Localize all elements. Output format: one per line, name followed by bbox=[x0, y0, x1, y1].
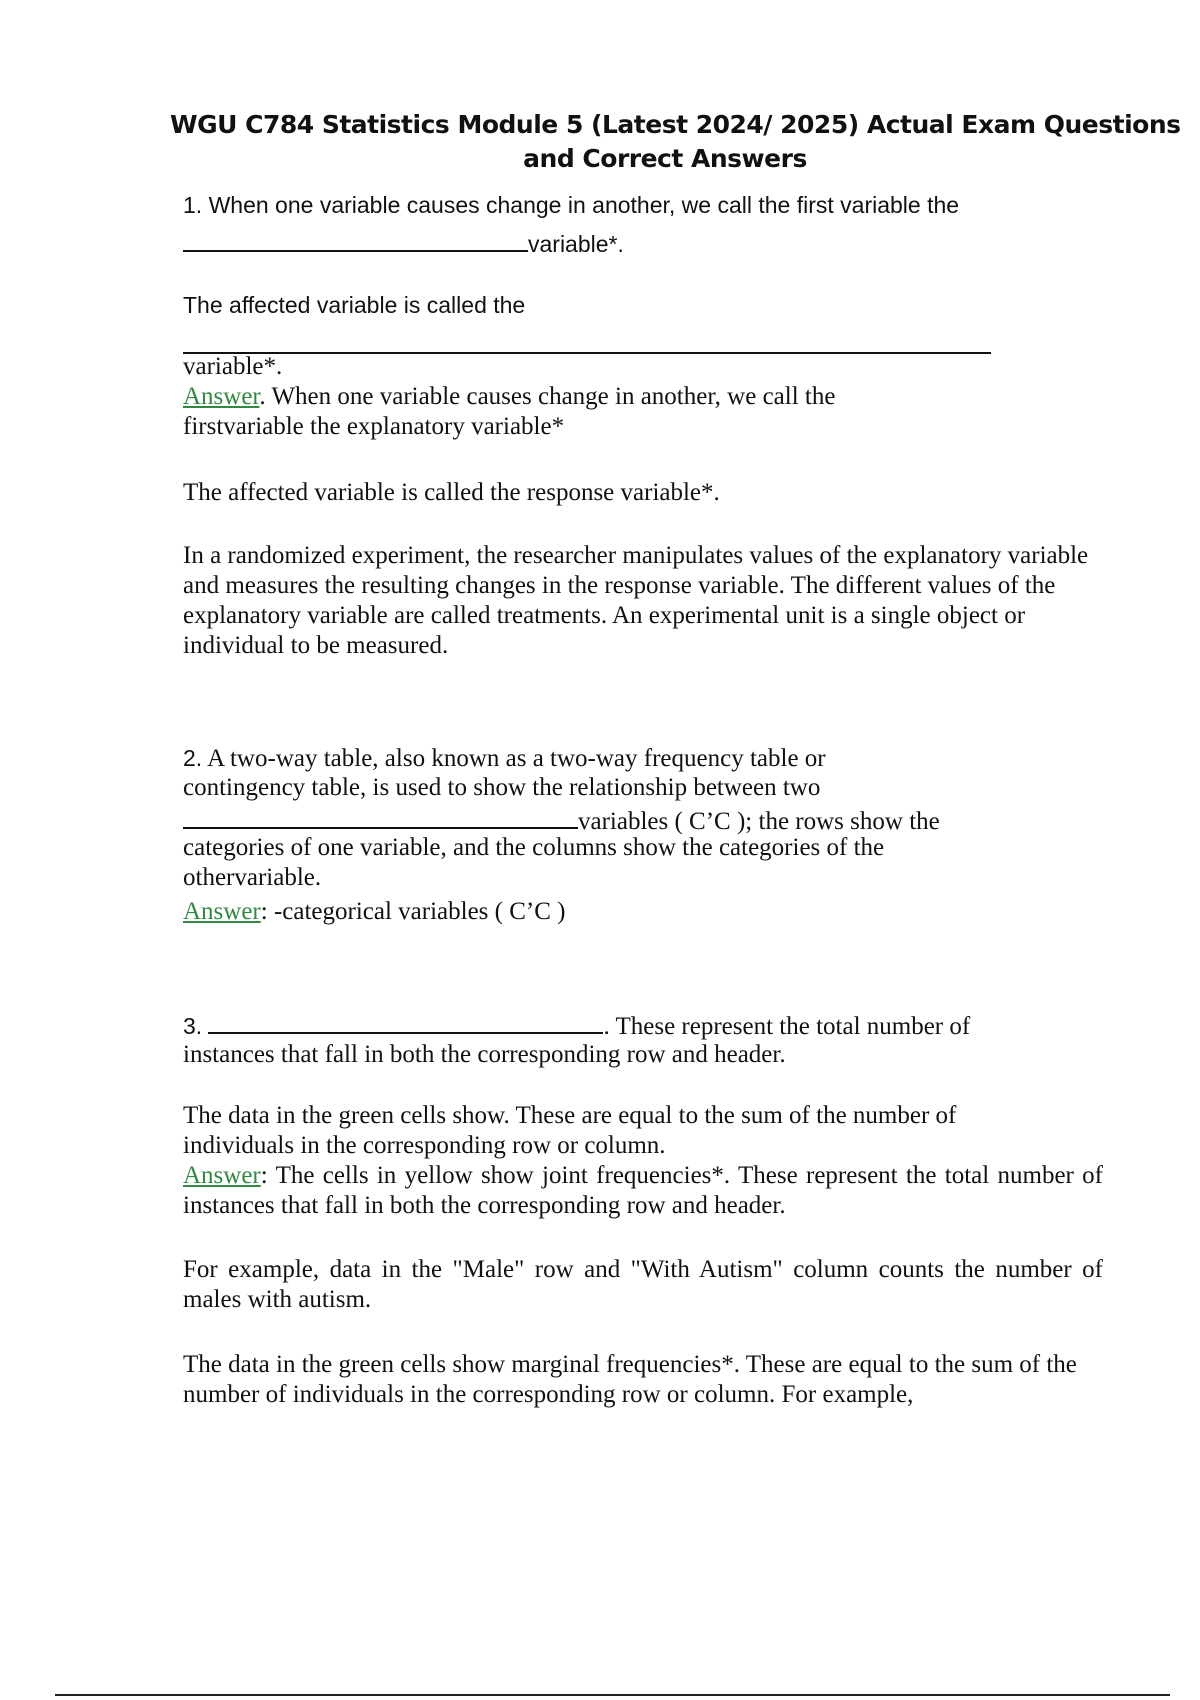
q1-answer-line-3: The affected variable is called the response variable*. bbox=[183, 479, 720, 506]
q2-text-3: variables ( C’C ); the rows show the bbox=[578, 808, 940, 835]
q3-answer-text: : The cells in yellow show joint frequencies*. These represent the total number of instances that fall in both the corresponding row and header. bbox=[183, 1162, 1103, 1219]
q3-blank[interactable] bbox=[208, 1008, 603, 1034]
q1-answer-label: Answer bbox=[183, 383, 260, 410]
q3-paragraph-2: For example, data in the "Male" row and "With Autism" column counts the number of males with autism. bbox=[183, 1256, 1103, 1313]
q1-text-1: When one variable causes change in another, we call the first variable the bbox=[208, 192, 960, 218]
q3-paragraph-1: The data in the green cells show. These are equal to the sum of the number of individuals in the corresponding row or column. bbox=[183, 1102, 957, 1159]
q2-blank[interactable] bbox=[183, 803, 578, 829]
q3-text-1: . These represent the total number of bbox=[603, 1013, 971, 1040]
q3-number: 3. bbox=[183, 1013, 203, 1039]
q1-blank-1[interactable] bbox=[183, 226, 528, 252]
q2-text-1: A two-way table, also known as a two-way frequency table or bbox=[207, 745, 826, 772]
q1-affected-text: The affected variable is called the bbox=[183, 292, 526, 318]
q1-text-2: variable*. bbox=[528, 231, 624, 257]
q2-answer-text: : -categorical variables ( C’C ) bbox=[260, 898, 566, 925]
q2-line-5: othervariable. bbox=[183, 864, 322, 891]
q1-explanation-paragraph: In a randomized experiment, the researcher manipulates values of the explanatory variable and measures the resulting changes in the response variable. The different values of the explanatory variable are called treatments. An experimental unit is a single object or individual to be measured. bbox=[183, 542, 1089, 659]
q1-answer-line-2: firstvariable the explanatory variable* bbox=[183, 413, 565, 440]
q3-line-1 bbox=[183, 1008, 1113, 1042]
q1-answer-text-1: . When one variable causes change in another, we call the bbox=[259, 383, 836, 410]
document-title bbox=[170, 108, 1181, 176]
q1-line-4: variable*. bbox=[183, 353, 283, 380]
title-line-2: and Correct Answers bbox=[523, 144, 807, 173]
q1-line-1 bbox=[183, 190, 1113, 220]
q2-answer bbox=[183, 897, 1113, 927]
q2-number: 2. bbox=[183, 745, 203, 771]
q3-paragraph-3: The data in the green cells show marginal frequencies*. These are equal to the sum of the number of individuals in the corresponding row or column. For example, bbox=[183, 1351, 1077, 1408]
q2-line-3 bbox=[183, 803, 1113, 837]
q3-answer bbox=[183, 1161, 1103, 1221]
page-bottom-rule bbox=[55, 1694, 1170, 1696]
q1-number: 1. bbox=[183, 192, 203, 218]
q2-answer-label: Answer bbox=[183, 898, 261, 925]
q2-line-4: categories of one variable, and the columns show the categories of the bbox=[183, 834, 885, 861]
q1-line-2 bbox=[183, 226, 1113, 260]
q1-answer-line-1 bbox=[183, 382, 1113, 412]
title-line-1: WGU C784 Statistics Module 5 (Latest 2024/ 2025) Actual Exam Questions bbox=[170, 110, 1181, 139]
q3-answer-label: Answer bbox=[183, 1162, 261, 1189]
q2-line-2: contingency table, is used to show the relationship between two bbox=[183, 774, 821, 801]
q2-line-1 bbox=[183, 743, 1113, 774]
q3-line-2: instances that fall in both the corresponding row and header. bbox=[183, 1041, 786, 1068]
